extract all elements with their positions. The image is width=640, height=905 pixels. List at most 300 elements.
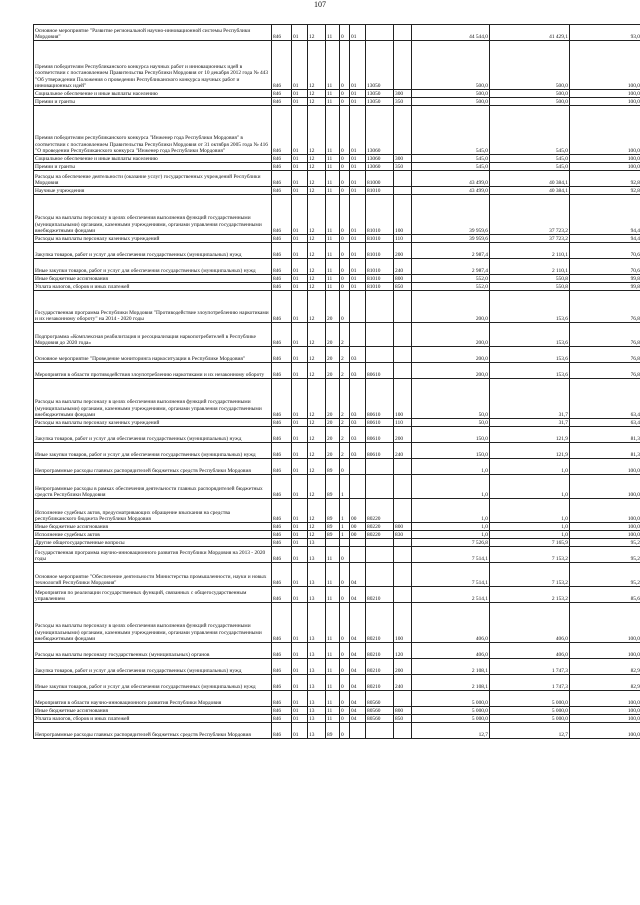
planned-amount-cell: 2 108,1 bbox=[412, 675, 490, 691]
code-direction-cell: 80210 bbox=[366, 659, 394, 675]
code-expense-type-cell: 100 bbox=[394, 379, 412, 419]
planned-amount-cell: 1,0 bbox=[412, 459, 490, 475]
code-subsection-cell: 12 bbox=[308, 243, 326, 259]
code-section-cell: 01 bbox=[292, 363, 308, 379]
code-event-cell bbox=[350, 291, 366, 323]
execution-percent-cell: 85,6 bbox=[570, 587, 640, 603]
code-program-cell: 89 bbox=[326, 723, 340, 739]
code-program-cell: 11 bbox=[326, 547, 340, 563]
code-expense-type-cell bbox=[394, 187, 412, 195]
row-name-cell: Иные закупки товаров, работ и услуг для обеспечения государственных (муниципальных) нужд bbox=[34, 443, 272, 459]
code-direction-cell: 81000 bbox=[366, 171, 394, 187]
code-subprogram-cell: 2 bbox=[340, 347, 350, 363]
code-section-cell: 01 bbox=[292, 659, 308, 675]
code-subprogram-cell: 2 bbox=[340, 443, 350, 459]
code-subprogram-cell: 0 bbox=[340, 459, 350, 475]
code-section-cell: 01 bbox=[292, 475, 308, 499]
code-subprogram-cell: 0 bbox=[340, 643, 350, 659]
code-section-cell: 01 bbox=[292, 427, 308, 443]
code-section-cell: 01 bbox=[292, 171, 308, 187]
row-name-cell: Социальное обеспечение и иные выплаты населению bbox=[34, 155, 272, 163]
planned-amount-cell: 44 544,0 bbox=[412, 25, 490, 41]
code-subsection-cell: 12 bbox=[308, 323, 326, 347]
code-section-cell: 01 bbox=[292, 187, 308, 195]
code-admin-cell: 846 bbox=[272, 539, 292, 547]
execution-percent-cell: 70,6 bbox=[570, 243, 640, 259]
code-subprogram-cell: 1 bbox=[340, 523, 350, 531]
code-admin-cell: 846 bbox=[272, 427, 292, 443]
code-expense-type-cell: 350 bbox=[394, 98, 412, 106]
code-admin-cell: 846 bbox=[272, 499, 292, 523]
code-program-cell: 20 bbox=[326, 323, 340, 347]
code-section-cell: 01 bbox=[292, 643, 308, 659]
row-name-cell: Мероприятия в области противодействия злоупотреблению наркотиками и их незаконному обороту bbox=[34, 363, 272, 379]
code-event-cell: 00 bbox=[350, 499, 366, 523]
table-row bbox=[34, 715, 640, 723]
code-subsection-cell: 13 bbox=[308, 587, 326, 603]
code-event-cell: 03 bbox=[350, 443, 366, 459]
code-event-cell: 01 bbox=[350, 163, 366, 171]
executed-amount-cell: 7 153,2 bbox=[490, 563, 570, 587]
execution-percent-cell: 100,0 bbox=[570, 603, 640, 643]
code-expense-type-cell: 200 bbox=[394, 243, 412, 259]
planned-amount-cell: 406,0 bbox=[412, 603, 490, 643]
code-subprogram-cell: 0 bbox=[340, 25, 350, 41]
code-subsection-cell: 12 bbox=[308, 291, 326, 323]
planned-amount-cell: 1,0 bbox=[412, 499, 490, 523]
row-name-cell: Премии и гранты bbox=[34, 163, 272, 171]
code-expense-type-cell: 800 bbox=[394, 523, 412, 531]
code-event-cell: 01 bbox=[350, 25, 366, 41]
code-direction-cell: 80610 bbox=[366, 363, 394, 379]
code-direction-cell: 80610 bbox=[366, 427, 394, 443]
executed-amount-cell: 1 747,3 bbox=[490, 675, 570, 691]
code-event-cell: 01 bbox=[350, 235, 366, 243]
row-name-cell: Основное мероприятие "Развитие региональной научно-инновационной системы Республики Мордовия" bbox=[34, 25, 272, 41]
code-admin-cell: 846 bbox=[272, 547, 292, 563]
code-section-cell: 01 bbox=[292, 98, 308, 106]
code-direction-cell: 13060 bbox=[366, 106, 394, 155]
code-subprogram-cell: 0 bbox=[340, 41, 350, 90]
planned-amount-cell: 39 959,6 bbox=[412, 235, 490, 243]
code-event-cell: 01 bbox=[350, 98, 366, 106]
code-subsection-cell: 12 bbox=[308, 259, 326, 275]
planned-amount-cell: 2 987,4 bbox=[412, 243, 490, 259]
code-program-cell: 11 bbox=[326, 155, 340, 163]
execution-percent-cell: 76,8 bbox=[570, 323, 640, 347]
code-subsection-cell: 12 bbox=[308, 363, 326, 379]
code-subprogram-cell: 0 bbox=[340, 163, 350, 171]
table-row bbox=[34, 643, 640, 659]
code-event-cell: 01 bbox=[350, 275, 366, 283]
executed-amount-cell: 153,6 bbox=[490, 363, 570, 379]
execution-percent-cell: 100,0 bbox=[570, 707, 640, 715]
code-event-cell: 01 bbox=[350, 283, 366, 291]
code-section-cell: 01 bbox=[292, 163, 308, 171]
row-name-cell: Расходы на обеспечение деятельности (оказание услуг) государственных учреждений Республики Мордовия bbox=[34, 171, 272, 187]
code-subsection-cell: 13 bbox=[308, 659, 326, 675]
executed-amount-cell: 406,0 bbox=[490, 603, 570, 643]
code-expense-type-cell bbox=[394, 723, 412, 739]
code-subprogram-cell: 0 bbox=[340, 691, 350, 707]
code-event-cell bbox=[350, 539, 366, 547]
code-admin-cell: 846 bbox=[272, 363, 292, 379]
row-name-cell: Премия победителям Республиканского конкурса научных работ и инновационных идей в соответствии с постановлением Правительства Республики Мордовия от 10 декабря 2012 года № 443 "Об утверждении Положения о проведении Республиканского конкурса научных работ и инновационных идей" bbox=[34, 41, 272, 90]
code-event-cell: 00 bbox=[350, 531, 366, 539]
code-program-cell: 11 bbox=[326, 106, 340, 155]
table-row bbox=[34, 707, 640, 715]
execution-percent-cell: 76,8 bbox=[570, 347, 640, 363]
planned-amount-cell: 150,0 bbox=[412, 427, 490, 443]
code-subprogram-cell: 0 bbox=[340, 275, 350, 283]
budget-table bbox=[33, 24, 640, 739]
code-subsection-cell: 12 bbox=[308, 235, 326, 243]
code-section-cell: 01 bbox=[292, 715, 308, 723]
executed-amount-cell: 500,0 bbox=[490, 98, 570, 106]
code-subprogram-cell: 0 bbox=[340, 106, 350, 155]
executed-amount-cell: 40 384,1 bbox=[490, 171, 570, 187]
execution-percent-cell: 100,0 bbox=[570, 643, 640, 659]
table-row bbox=[34, 427, 640, 443]
code-program-cell: 11 bbox=[326, 98, 340, 106]
code-subprogram-cell: 2 bbox=[340, 427, 350, 443]
code-expense-type-cell bbox=[394, 25, 412, 41]
row-name-cell: Основное мероприятие "Обеспечение деятельности Министерства промышленности, науки и новых технологий Республики Мордовия" bbox=[34, 563, 272, 587]
code-program-cell: 11 bbox=[326, 163, 340, 171]
executed-amount-cell: 1,0 bbox=[490, 475, 570, 499]
code-admin-cell: 846 bbox=[272, 291, 292, 323]
execution-percent-cell: 63,4 bbox=[570, 379, 640, 419]
code-event-cell: 03 bbox=[350, 427, 366, 443]
code-direction-cell bbox=[366, 291, 394, 323]
code-direction-cell bbox=[366, 723, 394, 739]
code-admin-cell: 846 bbox=[272, 443, 292, 459]
code-direction-cell: 80610 bbox=[366, 379, 394, 419]
code-event-cell: 01 bbox=[350, 259, 366, 275]
code-program-cell: 11 bbox=[326, 563, 340, 587]
execution-percent-cell: 100,0 bbox=[570, 531, 640, 539]
code-subprogram-cell: 0 bbox=[340, 171, 350, 187]
executed-amount-cell: 545,0 bbox=[490, 155, 570, 163]
code-event-cell: 03 bbox=[350, 419, 366, 427]
table-row bbox=[34, 499, 640, 523]
code-expense-type-cell: 240 bbox=[394, 259, 412, 275]
executed-amount-cell: 153,6 bbox=[490, 323, 570, 347]
code-expense-type-cell: 120 bbox=[394, 643, 412, 659]
execution-percent-cell: 100,0 bbox=[570, 475, 640, 499]
code-expense-type-cell: 200 bbox=[394, 659, 412, 675]
execution-percent-cell: 99,8 bbox=[570, 283, 640, 291]
code-expense-type-cell: 850 bbox=[394, 283, 412, 291]
code-expense-type-cell bbox=[394, 475, 412, 499]
code-section-cell: 01 bbox=[292, 90, 308, 98]
execution-percent-cell: 95,2 bbox=[570, 547, 640, 563]
execution-percent-cell: 99,8 bbox=[570, 275, 640, 283]
code-admin-cell: 846 bbox=[272, 90, 292, 98]
code-direction-cell: 13050 bbox=[366, 41, 394, 90]
code-section-cell: 01 bbox=[292, 347, 308, 363]
code-program-cell: 20 bbox=[326, 419, 340, 427]
planned-amount-cell: 200,0 bbox=[412, 347, 490, 363]
code-admin-cell: 846 bbox=[272, 106, 292, 155]
row-name-cell: Исполнение судебных актов bbox=[34, 531, 272, 539]
table-row bbox=[34, 163, 640, 171]
table-body bbox=[34, 25, 640, 739]
code-direction-cell: 80220 bbox=[366, 531, 394, 539]
planned-amount-cell: 200,0 bbox=[412, 363, 490, 379]
code-event-cell: 04 bbox=[350, 715, 366, 723]
execution-percent-cell: 100,0 bbox=[570, 155, 640, 163]
code-subprogram-cell: 2 bbox=[340, 419, 350, 427]
code-expense-type-cell bbox=[394, 539, 412, 547]
table-row bbox=[34, 459, 640, 475]
execution-percent-cell: 92,8 bbox=[570, 171, 640, 187]
executed-amount-cell: 1,0 bbox=[490, 459, 570, 475]
code-program-cell: 11 bbox=[326, 243, 340, 259]
row-name-cell: Расходы на выплаты персоналу казенных учреждений bbox=[34, 235, 272, 243]
table-row bbox=[34, 171, 640, 187]
executed-amount-cell: 37 723,2 bbox=[490, 195, 570, 235]
code-subprogram-cell: 0 bbox=[340, 659, 350, 675]
code-subsection-cell: 12 bbox=[308, 41, 326, 90]
row-name-cell: Закупка товаров, работ и услуг для обеспечения государственных (муниципальных) нужд bbox=[34, 659, 272, 675]
table-row bbox=[34, 523, 640, 531]
table-row bbox=[34, 275, 640, 283]
code-subprogram-cell: 0 bbox=[340, 547, 350, 563]
code-subprogram-cell: 2 bbox=[340, 323, 350, 347]
planned-amount-cell: 1,0 bbox=[412, 523, 490, 531]
row-name-cell: Уплата налогов, сборов и иных платежей bbox=[34, 715, 272, 723]
code-admin-cell: 846 bbox=[272, 163, 292, 171]
code-section-cell: 01 bbox=[292, 603, 308, 643]
code-expense-type-cell bbox=[394, 563, 412, 587]
execution-percent-cell: 100,0 bbox=[570, 106, 640, 155]
table-row bbox=[34, 531, 640, 539]
page-number: 107 bbox=[314, 0, 326, 9]
code-direction-cell: 80610 bbox=[366, 419, 394, 427]
executed-amount-cell: 545,0 bbox=[490, 163, 570, 171]
table-row bbox=[34, 723, 640, 739]
planned-amount-cell: 406,0 bbox=[412, 643, 490, 659]
execution-percent-cell: 94,4 bbox=[570, 195, 640, 235]
planned-amount-cell: 7 526,8 bbox=[412, 539, 490, 547]
code-subsection-cell: 12 bbox=[308, 90, 326, 98]
code-section-cell: 01 bbox=[292, 499, 308, 523]
code-direction-cell: 81010 bbox=[366, 283, 394, 291]
code-expense-type-cell: 800 bbox=[394, 275, 412, 283]
row-name-cell: Основное мероприятие "Проведение мониторинга наркоситуации в Республике Мордовия" bbox=[34, 347, 272, 363]
code-direction-cell bbox=[366, 539, 394, 547]
executed-amount-cell: 121,9 bbox=[490, 427, 570, 443]
code-direction-cell: 81010 bbox=[366, 275, 394, 283]
code-subprogram-cell: 0 bbox=[340, 715, 350, 723]
code-direction-cell bbox=[366, 25, 394, 41]
row-name-cell: Непрограммные расходы в рамках обеспечения деятельности главных распорядителей бюджетных средств Республики Мордовия bbox=[34, 475, 272, 499]
code-event-cell: 01 bbox=[350, 41, 366, 90]
code-subsection-cell: 12 bbox=[308, 163, 326, 171]
code-section-cell: 01 bbox=[292, 235, 308, 243]
code-subsection-cell: 12 bbox=[308, 499, 326, 523]
execution-percent-cell: 100,0 bbox=[570, 98, 640, 106]
code-admin-cell: 846 bbox=[272, 283, 292, 291]
code-event-cell: 01 bbox=[350, 187, 366, 195]
code-subsection-cell: 12 bbox=[308, 187, 326, 195]
code-subsection-cell: 12 bbox=[308, 531, 326, 539]
code-event-cell: 04 bbox=[350, 587, 366, 603]
execution-percent-cell: 92,8 bbox=[570, 187, 640, 195]
code-event-cell bbox=[350, 459, 366, 475]
execution-percent-cell: 82,9 bbox=[570, 675, 640, 691]
code-subsection-cell: 12 bbox=[308, 98, 326, 106]
code-program-cell: 11 bbox=[326, 90, 340, 98]
execution-percent-cell: 100,0 bbox=[570, 499, 640, 523]
row-name-cell: Государственная программа Республики Мордовия "Противодействие злоупотреблению наркотиками и их незаконному обороту" на 2014 - 2020 годы bbox=[34, 291, 272, 323]
code-admin-cell: 846 bbox=[272, 459, 292, 475]
table-row bbox=[34, 587, 640, 603]
code-program-cell: 20 bbox=[326, 379, 340, 419]
executed-amount-cell: 41 429,1 bbox=[490, 25, 570, 41]
row-name-cell: Закупка товаров, работ и услуг для обеспечения государственных (муниципальных) нужд bbox=[34, 427, 272, 443]
code-subprogram-cell bbox=[340, 539, 350, 547]
row-name-cell: Иные бюджетные ассигнования bbox=[34, 275, 272, 283]
code-expense-type-cell bbox=[394, 363, 412, 379]
execution-percent-cell: 76,8 bbox=[570, 291, 640, 323]
planned-amount-cell: 2 514,1 bbox=[412, 587, 490, 603]
code-expense-type-cell bbox=[394, 41, 412, 90]
code-expense-type-cell: 300 bbox=[394, 90, 412, 98]
code-direction-cell: 81010 bbox=[366, 187, 394, 195]
code-program-cell: 11 bbox=[326, 675, 340, 691]
code-subprogram-cell: 0 bbox=[340, 187, 350, 195]
code-event-cell: 04 bbox=[350, 643, 366, 659]
code-program-cell: 11 bbox=[326, 195, 340, 235]
code-program-cell: 11 bbox=[326, 41, 340, 90]
row-name-cell: Расходы на выплаты персоналу казенных учреждений bbox=[34, 419, 272, 427]
executed-amount-cell: 500,0 bbox=[490, 90, 570, 98]
execution-percent-cell: 100,0 bbox=[570, 523, 640, 531]
code-direction-cell: 80220 bbox=[366, 499, 394, 523]
execution-percent-cell: 100,0 bbox=[570, 715, 640, 723]
executed-amount-cell: 153,6 bbox=[490, 291, 570, 323]
code-admin-cell: 846 bbox=[272, 171, 292, 187]
executed-amount-cell: 550,8 bbox=[490, 275, 570, 283]
row-name-cell: Расходы на выплаты персоналу в целях обеспечения выполнения функций государственными (муниципальными) органами, казенными учреждениями, органами управления государственными внебюджетными фондами bbox=[34, 603, 272, 643]
code-subsection-cell: 13 bbox=[308, 675, 326, 691]
code-subprogram-cell: 0 bbox=[340, 723, 350, 739]
table-row bbox=[34, 41, 640, 90]
row-name-cell: Закупка товаров, работ и услуг для обеспечения государственных (муниципальных) нужд bbox=[34, 243, 272, 259]
code-program-cell: 89 bbox=[326, 475, 340, 499]
table-row bbox=[34, 539, 640, 547]
code-subsection-cell: 12 bbox=[308, 523, 326, 531]
code-section-cell: 01 bbox=[292, 531, 308, 539]
code-admin-cell: 846 bbox=[272, 707, 292, 715]
planned-amount-cell: 545,0 bbox=[412, 163, 490, 171]
code-subsection-cell: 12 bbox=[308, 25, 326, 41]
planned-amount-cell: 545,0 bbox=[412, 106, 490, 155]
code-admin-cell: 846 bbox=[272, 691, 292, 707]
planned-amount-cell: 50,0 bbox=[412, 419, 490, 427]
code-event-cell bbox=[350, 547, 366, 563]
code-admin-cell: 846 bbox=[272, 715, 292, 723]
code-section-cell: 01 bbox=[292, 707, 308, 715]
row-name-cell: Исполнение судебных актов, предусматривающих обращение взыскания на средства республиканского бюджета Республики Мордовия bbox=[34, 499, 272, 523]
code-direction-cell: 80210 bbox=[366, 643, 394, 659]
code-expense-type-cell: 200 bbox=[394, 427, 412, 443]
execution-percent-cell: 95,2 bbox=[570, 563, 640, 587]
execution-percent-cell: 100,0 bbox=[570, 90, 640, 98]
table-row bbox=[34, 195, 640, 235]
executed-amount-cell: 7 165,9 bbox=[490, 539, 570, 547]
code-subprogram-cell: 0 bbox=[340, 603, 350, 643]
code-program-cell: 11 bbox=[326, 25, 340, 41]
code-section-cell: 01 bbox=[292, 563, 308, 587]
code-admin-cell: 846 bbox=[272, 243, 292, 259]
code-program-cell: 20 bbox=[326, 347, 340, 363]
planned-amount-cell: 39 959,6 bbox=[412, 195, 490, 235]
code-subsection-cell: 13 bbox=[308, 715, 326, 723]
executed-amount-cell: 1,0 bbox=[490, 531, 570, 539]
code-section-cell: 01 bbox=[292, 587, 308, 603]
row-name-cell: Иные закупки товаров, работ и услуг для обеспечения государственных (муниципальных) нужд bbox=[34, 259, 272, 275]
executed-amount-cell: 153,6 bbox=[490, 347, 570, 363]
code-subsection-cell: 13 bbox=[308, 707, 326, 715]
code-event-cell: 04 bbox=[350, 675, 366, 691]
code-expense-type-cell bbox=[394, 106, 412, 155]
table-row bbox=[34, 347, 640, 363]
code-subsection-cell: 12 bbox=[308, 171, 326, 187]
code-subsection-cell: 12 bbox=[308, 195, 326, 235]
code-direction-cell: 81010 bbox=[366, 235, 394, 243]
code-section-cell: 01 bbox=[292, 547, 308, 563]
planned-amount-cell: 5 000,0 bbox=[412, 715, 490, 723]
executed-amount-cell: 2 110,1 bbox=[490, 259, 570, 275]
code-subprogram-cell: 0 bbox=[340, 195, 350, 235]
executed-amount-cell: 1,0 bbox=[490, 523, 570, 531]
code-admin-cell: 846 bbox=[272, 723, 292, 739]
table-row bbox=[34, 235, 640, 243]
execution-percent-cell: 100,0 bbox=[570, 41, 640, 90]
row-name-cell: Расходы на выплаты персоналу государственных (муниципальных) органов bbox=[34, 643, 272, 659]
code-direction-cell bbox=[366, 459, 394, 475]
code-expense-type-cell bbox=[394, 499, 412, 523]
code-subsection-cell: 13 bbox=[308, 563, 326, 587]
execution-percent-cell: 63,4 bbox=[570, 419, 640, 427]
code-section-cell: 01 bbox=[292, 539, 308, 547]
planned-amount-cell: 1,0 bbox=[412, 475, 490, 499]
row-name-cell: Мероприятия в области научно-инновационного развития Республики Мордовия bbox=[34, 691, 272, 707]
code-admin-cell: 846 bbox=[272, 475, 292, 499]
code-section-cell: 01 bbox=[292, 459, 308, 475]
code-subsection-cell: 12 bbox=[308, 379, 326, 419]
code-event-cell: 01 bbox=[350, 106, 366, 155]
code-program-cell: 11 bbox=[326, 283, 340, 291]
code-admin-cell: 846 bbox=[272, 275, 292, 283]
code-expense-type-cell bbox=[394, 587, 412, 603]
row-name-cell: Иные бюджетные ассигнования bbox=[34, 523, 272, 531]
code-admin-cell: 846 bbox=[272, 643, 292, 659]
table-row bbox=[34, 98, 640, 106]
planned-amount-cell: 43 499,0 bbox=[412, 171, 490, 187]
code-program-cell: 11 bbox=[326, 171, 340, 187]
table-row bbox=[34, 547, 640, 563]
code-subsection-cell: 12 bbox=[308, 427, 326, 443]
code-admin-cell: 846 bbox=[272, 347, 292, 363]
code-subsection-cell: 12 bbox=[308, 106, 326, 155]
table-row bbox=[34, 443, 640, 459]
code-program-cell: 11 bbox=[326, 275, 340, 283]
code-expense-type-cell: 110 bbox=[394, 419, 412, 427]
